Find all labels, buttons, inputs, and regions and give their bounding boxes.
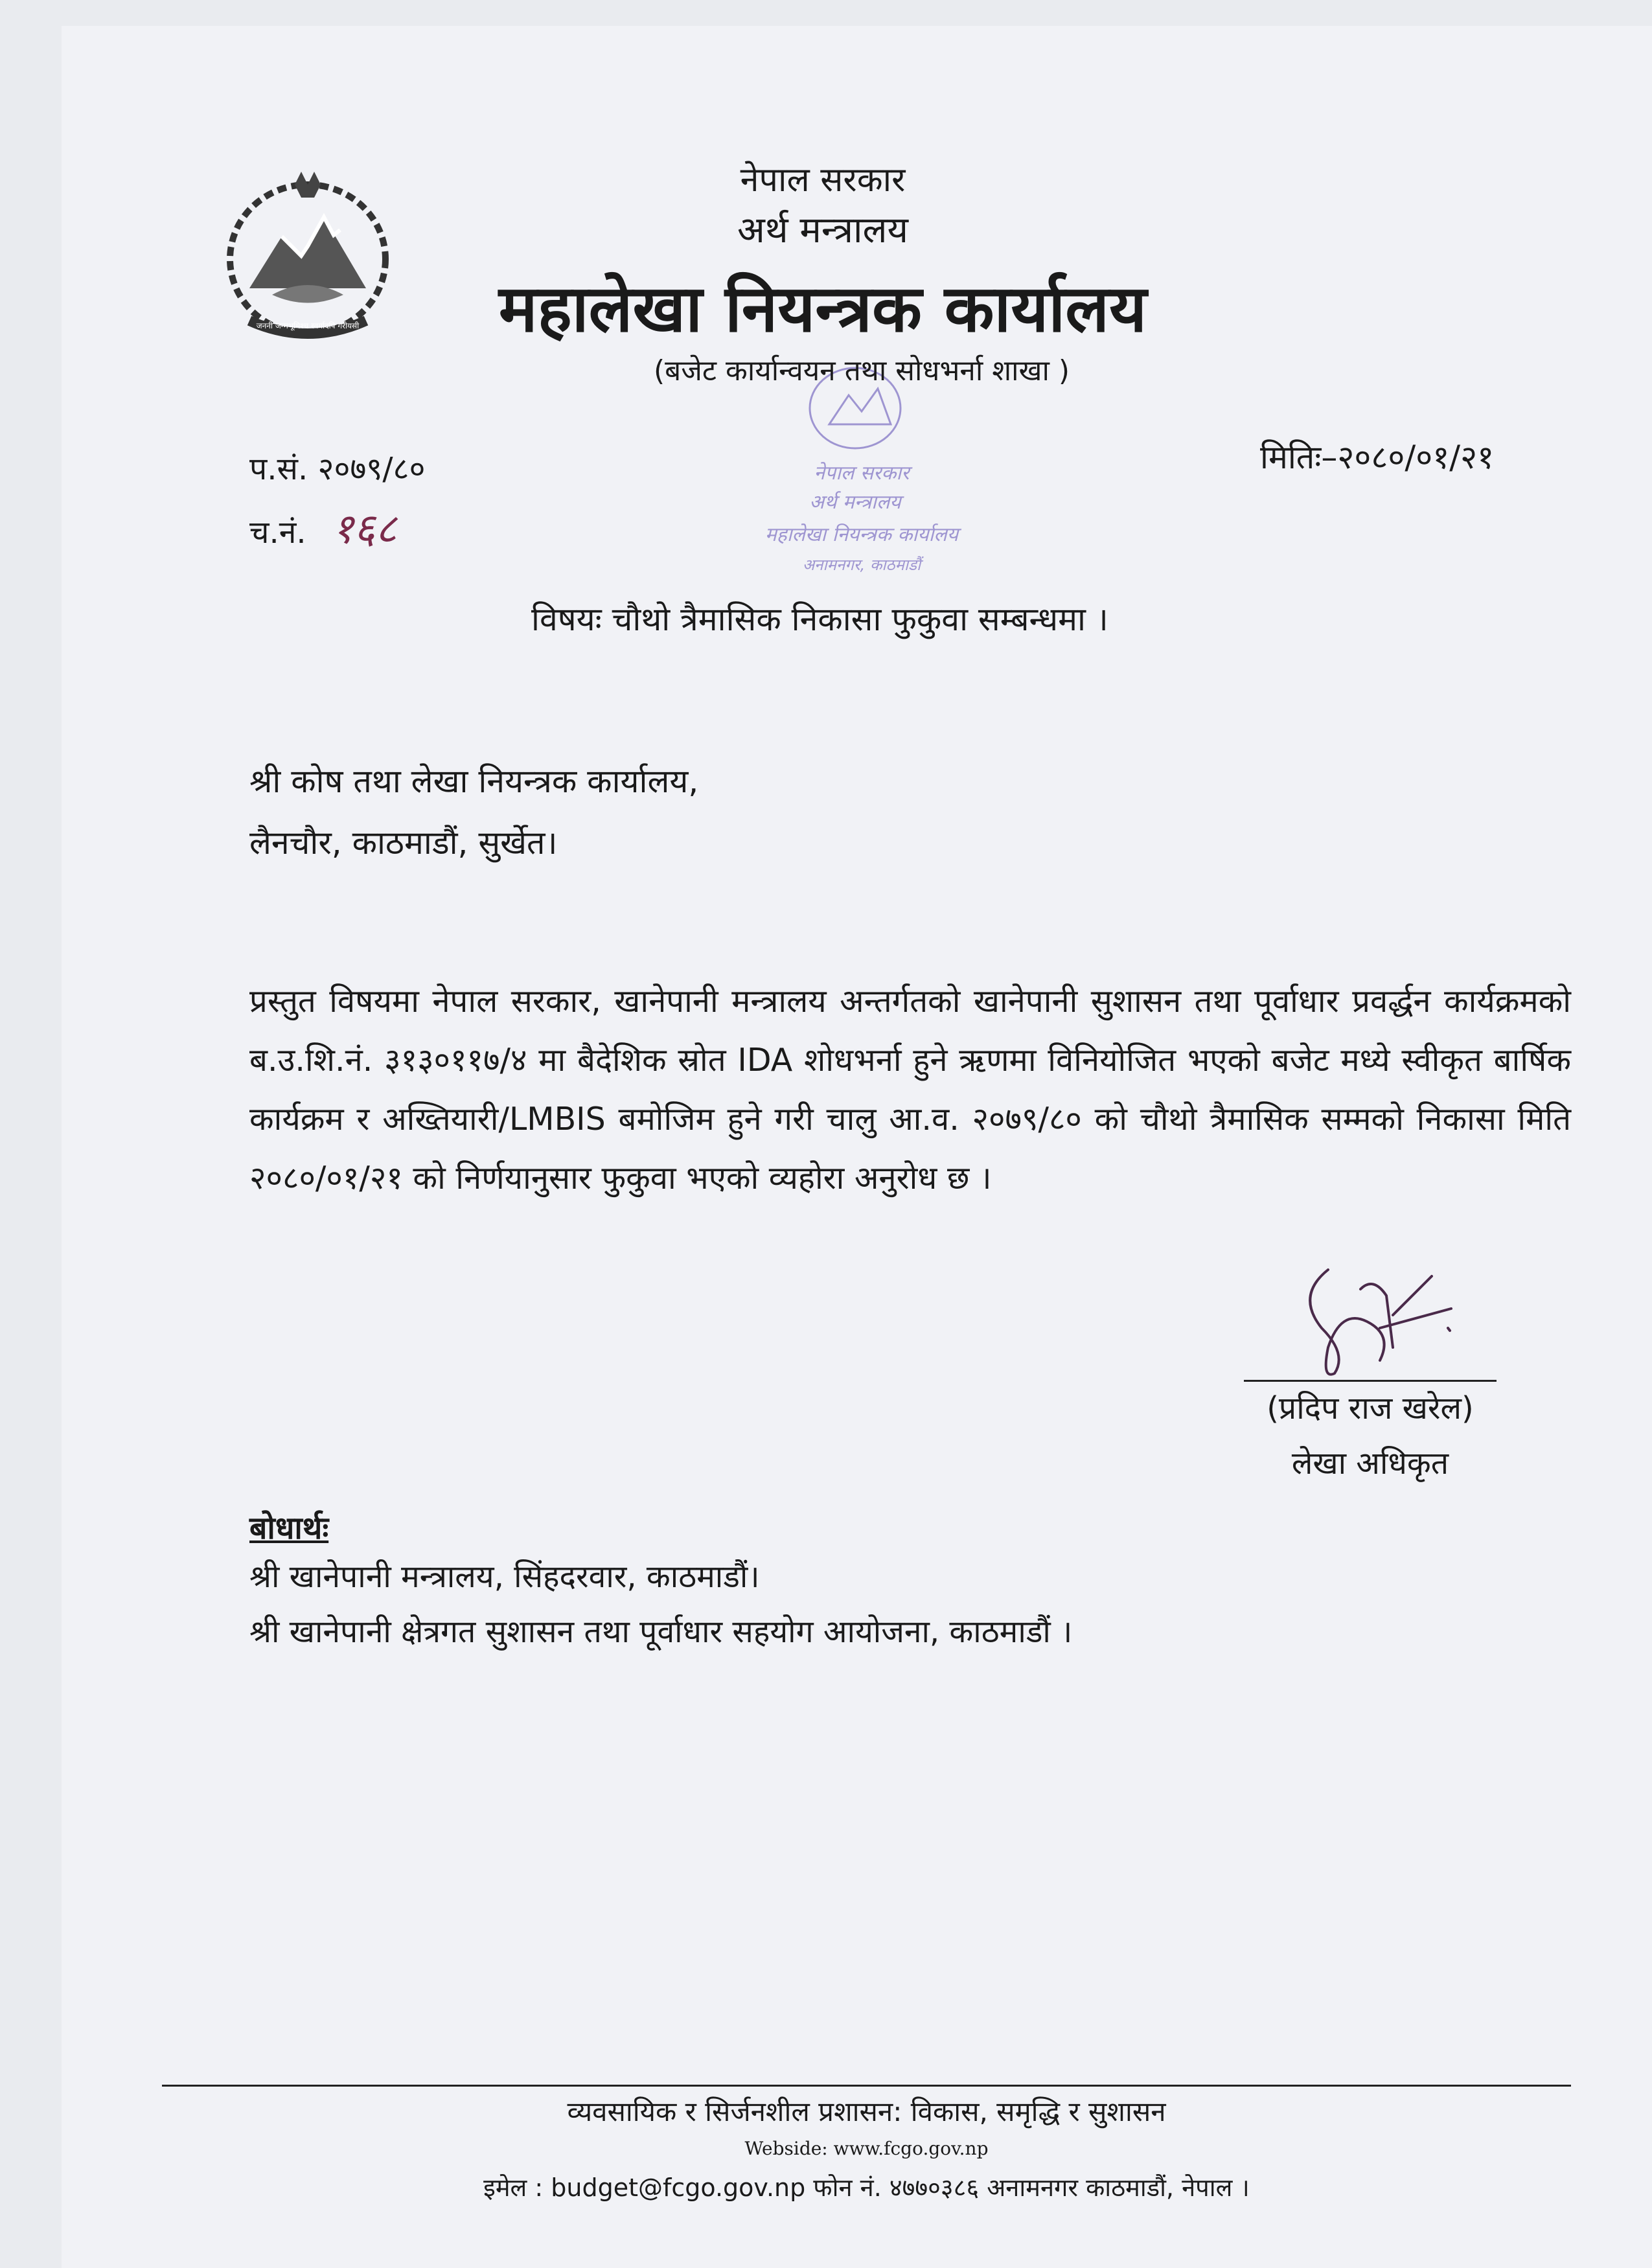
stamp-line-1: नेपाल सरकार (814, 462, 910, 485)
letter-subject: विषयः चौथो त्रैमासिक निकासा फुकुवा सम्बन्धमा । (531, 601, 1108, 638)
recipient-line-2: लैनचौर, काठमाडौं, सुर्खेत। (249, 824, 558, 862)
stamp-line-4: अनामनगर, काठमाडौं (802, 556, 921, 574)
office-stamp (732, 363, 978, 596)
nepal-emblem-icon (211, 159, 405, 353)
header-office: महालेखा नियन्त्रक कार्यालय (498, 271, 1147, 347)
header-branch: (बजेट कार्यान्वयन तथा सोधभर्ना शाखा ) (653, 354, 1070, 387)
footer-website: Webside: www.fcgo.gov.np (744, 2138, 989, 2159)
reference-fiscal-year: प.सं. २०७९/८० (249, 451, 426, 487)
dispatch-label: च.नं. (249, 514, 306, 551)
footer-motto: व्यवसायिक र सिर्जनशील प्रशासन: विकास, समृद्धि र सुशासन (567, 2096, 1166, 2127)
signature-icon (1283, 1250, 1464, 1386)
header-govt: नेपाल सरकार (740, 161, 906, 200)
signature-line (1244, 1380, 1497, 1382)
signatory-name: (प्रदिप राज खरेल) (1267, 1390, 1474, 1426)
recipient-line-1: श्री कोष तथा लेखा नियन्त्रक कार्यालय, (249, 762, 699, 800)
cc-item: श्री खानेपानी क्षेत्रगत सुशासन तथा पूर्वाधार सहयोग आयोजना, काठमाडौं । (249, 1614, 1073, 1650)
dispatch-number: १६८ (332, 505, 397, 553)
signatory-title: लेखा अधिकृत (1291, 1445, 1449, 1482)
stamp-line-3: महालेखा नियन्त्रक कार्यालय (764, 523, 959, 546)
letter-date: मितिः–२०८०/०१/२१ (1260, 439, 1495, 476)
footer-contact: इमेल : budget@fcgo.gov.np फोन नं. ४७७०३८६ अनामनगर काठमाडौं, नेपाल । (483, 2173, 1250, 2202)
emblem-caption: जननी जन्मभूमिश्च स्वर्गादपि गरीयसी (256, 321, 360, 330)
cc-heading: बोधार्थः (249, 1510, 329, 1546)
cc-item: श्री खानेपानी मन्त्रालय, सिंहदरवार, काठमाडौं। (249, 1559, 760, 1595)
header-ministry: अर्थ मन्त्रालय (737, 209, 908, 251)
reference-dispatch (249, 499, 396, 555)
footer-divider (162, 2085, 1571, 2087)
letter-body: प्रस्तुत विषयमा नेपाल सरकार, खानेपानी मन्त्रालय अन्तर्गतको खानेपानी सुशासन तथा पूर्वाधार प्रवर्द्धन कार्यक्रमको ब.उ.शि.नं. ३१३०११७/४ मा बैदेशिक स्रोत IDA शोधभर्ना हुने ऋणमा विनियोजित भएको बजेट मध्ये स्वीकृत बार्षिक कार्यक्रम र अख्तियारी/LMBIS बमोजिम हुने गरी चालु आ.व. २०७९/८० को चौथो त्रैमासिक सम्मको निकासा मिति २०८०/०१/२१ को निर्णयानुसार फुकुवा भएको व्यहोरा अनुरोध छ । (249, 983, 1571, 1197)
stamp-line-2: अर्थ मन्त्रालय (809, 491, 901, 514)
